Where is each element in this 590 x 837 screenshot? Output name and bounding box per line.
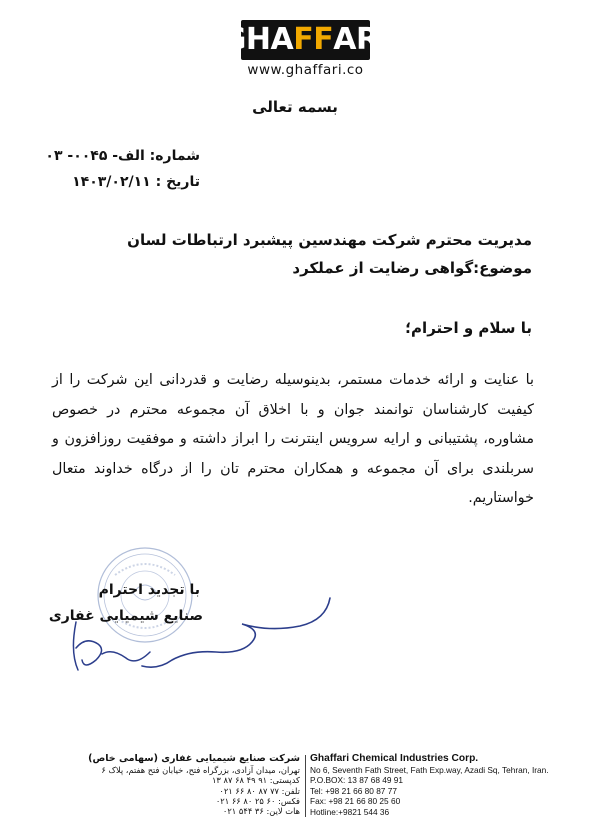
logo-text-accent: FF [293, 22, 334, 57]
recipient-line: مدیریت محترم شرکت مهندسین پیشبرد ارتباطات لسان [127, 231, 532, 249]
letter-number: شماره: الف- ۰۰۴۵- ۰۳ [45, 148, 200, 164]
footer-english-title: Ghaffari Chemical Industries Corp. [310, 753, 479, 764]
footer-persian-line: تهران، میدان آزادی، بزرگراه فتح، خیابان فتح هفتم، پلاک ۶ [101, 765, 300, 775]
footer-english-line: Tel: +98 21 66 80 87 77 [310, 785, 397, 796]
footer-english-line: P.O.BOX: 13 87 68 49 91 [310, 775, 404, 786]
footer-persian-title: شرکت صنایع شیمیایی غفاری (سهامی خاص) [88, 753, 300, 764]
subject-line: موضوع:گواهی رضایت از عملکرد [292, 259, 532, 277]
signatory-company: صنایع شیمیایی غفاری [48, 608, 203, 624]
letter-body: با عنایت و ارائه خدمات مستمر، بدینوسیله رضایت و قدردانی این شرکت را از کیفیت کارشناسان توانمند جوان و با اخلاق آن مجموعه محترم در خصوص مشاوره، پشتیبانی و ارایه سرویس اینترنت را ابراز داشته و موفقیت روزافزون و سربلندی برای آن مجموعه و همکاران محترم تان را از درگاه خداوند متعال خواستاریم. [52, 372, 534, 506]
footer-divider [305, 755, 306, 817]
logo-text-suffix: ARI [333, 22, 390, 57]
footer-english-address [310, 752, 570, 817]
website-url: www.ghaffari.co [247, 62, 364, 78]
footer-persian-address [88, 752, 300, 817]
footer-persian-line: فکس: ۶۰ ۲۵ ۸۰ ۶۶ ۰۲۱ [215, 795, 300, 806]
closing-salutation: با تجدید احترام [98, 582, 200, 598]
company-logo [221, 20, 390, 60]
footer-english-line: Hotline:+9821 544 36 [310, 806, 390, 817]
footer-english-line: Fax: +98 21 66 80 25 60 [310, 796, 401, 807]
letter-date: تاریخ : ۱۴۰۳/۰۲/۱۱ [72, 174, 200, 190]
logo-text-prefix: GHA [221, 22, 294, 57]
footer-persian-line: هات لاین: ۳۶ ۵۴۴ ۰۲۱ [222, 806, 300, 817]
basmala-heading: بسمه تعالی [252, 98, 338, 116]
footer-english-line: No 6, Seventh Fath Street, Fath Exp.way, Azadi Sq, Tehran, Iran. [310, 765, 549, 775]
footer-persian-line: کدپستی: ۹۱ ۴۹ ۶۸ ۸۷ ۱۳ [211, 775, 300, 786]
greeting-line: با سلام و احترام؛ [405, 319, 532, 337]
footer-persian-line: تلفن: ۷۷ ۸۷ ۸۰ ۶۶ ۰۲۱ [219, 785, 300, 796]
